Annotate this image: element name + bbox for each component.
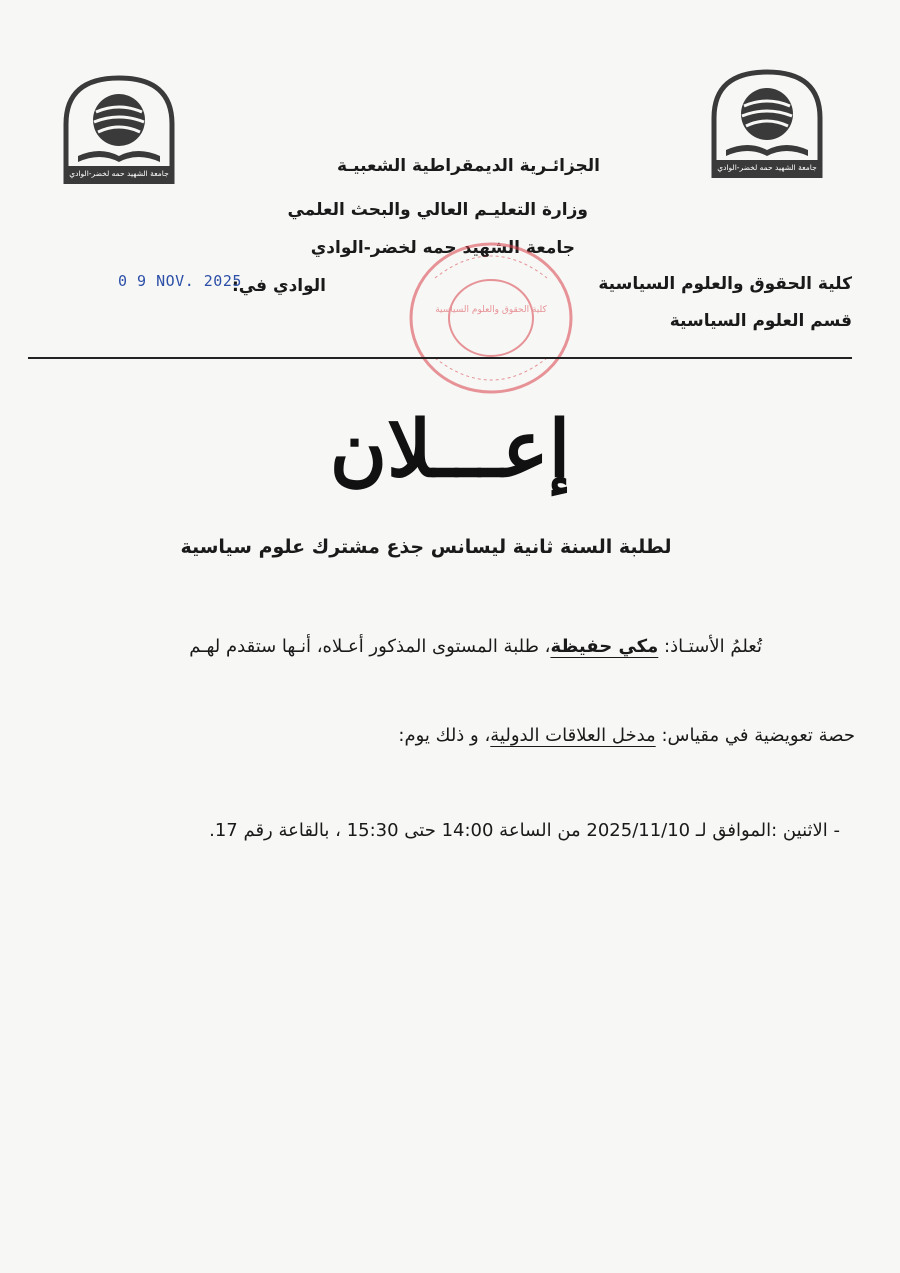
faculty-name: كلية الحقوق والعلوم السياسية: [598, 274, 852, 294]
logo-caption: جامعة الشهيد حمه لخضر-الوادي: [69, 169, 169, 178]
line1-suffix: ، طلبة المستوى المذكور أعـلاه، أنـها ستقدم لهـم: [189, 636, 551, 657]
university-logo-right: [708, 66, 826, 178]
country-name: الجزائـرية الديمقراطية الشعبيـة: [337, 156, 600, 176]
announcement-title: إعـــلان: [329, 404, 571, 495]
seal-text: كلية الحقوق والعلوم السياسية: [435, 305, 547, 315]
official-seal: [405, 238, 577, 398]
place-date-label: الوادي في:: [231, 276, 326, 296]
schedule-line: - الاثنين :الموافق لـ 2025/11/10 من الساعة 14:00 حتى 15:30 ، بالقاعة رقم 17.: [209, 820, 840, 841]
department-name: قسم العلوم السياسية: [669, 311, 852, 331]
university-name: جامعة الشهيد حمه لخضر-الوادي: [310, 238, 575, 258]
ministry-name: وزارة التعليـم العالي والبحث العلمي: [287, 200, 588, 220]
announcement-line-2: [200, 725, 855, 746]
logo-caption: جامعة الشهيد حمه لخضر-الوادي: [717, 163, 817, 172]
subject-name: مدخل العلاقات الدولية: [490, 725, 656, 746]
university-logo-left: [60, 72, 178, 184]
announcement-audience: لطلبة السنة ثانية ليسانس جذع مشترك علوم سياسية: [180, 536, 672, 558]
professor-name: مكي حفيظة: [550, 636, 659, 657]
date-stamp: 0 9 NOV. 2025: [118, 272, 242, 290]
announcement-line-1: [26, 636, 762, 657]
line2-prefix: حصة تعويضية في مقياس:: [661, 725, 855, 746]
line2-suffix: ، و ذلك يوم:: [398, 725, 491, 746]
globe-book-icon: [708, 66, 826, 178]
header-divider: [28, 357, 852, 359]
line1-prefix: تُعلمُ الأستـاذ:: [664, 636, 762, 657]
globe-book-icon: [60, 72, 178, 184]
